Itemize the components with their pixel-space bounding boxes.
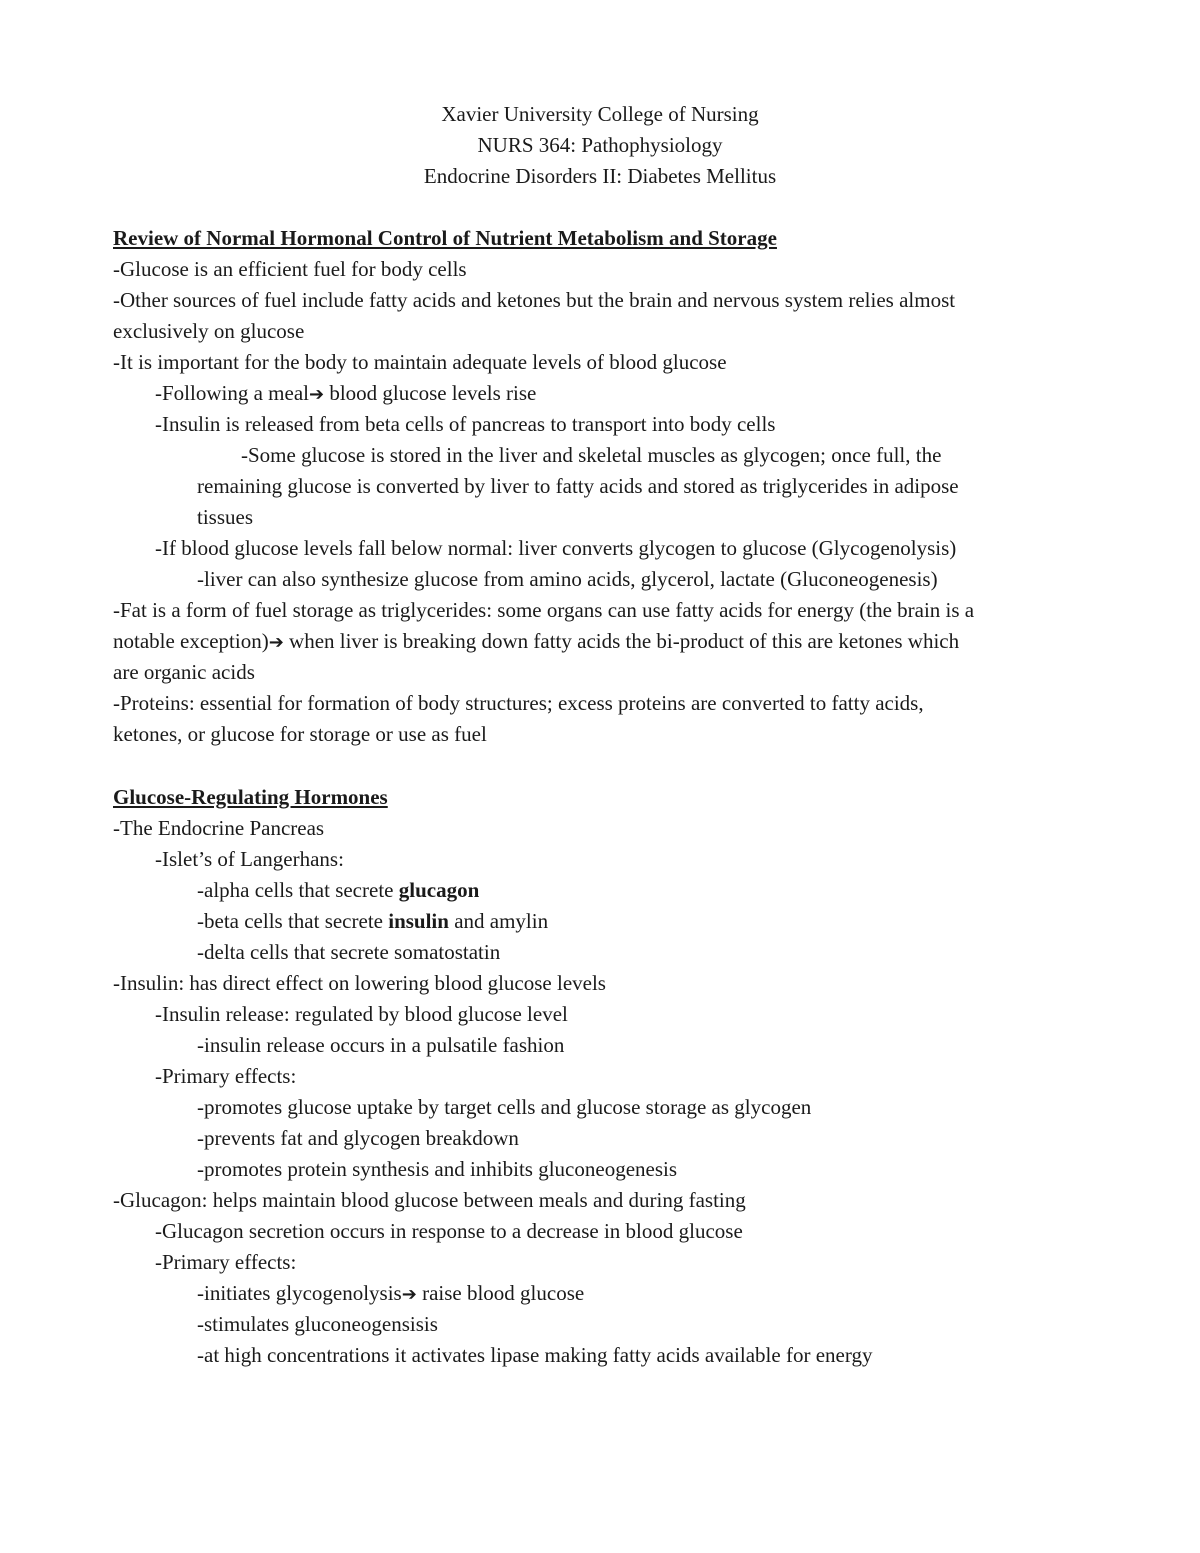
- text-line: [197, 1278, 584, 1310]
- text-line: -Glucagon secretion occurs in response to a decrease in blood glucose: [155, 1219, 743, 1243]
- text-line: -Insulin: has direct effect on lowering blood glucose levels: [113, 971, 606, 995]
- topic-title: Endocrine Disorders II: Diabetes Mellitus: [423, 164, 777, 188]
- arrow-icon: ➔: [401, 1284, 417, 1305]
- text-line: [113, 626, 959, 658]
- text-line: remaining glucose is converted by liver to fatty acids and stored as triglycerides in adipose: [197, 474, 959, 498]
- text-line: -Glucagon: helps maintain blood glucose between meals and during fasting: [113, 1188, 746, 1212]
- text-line: [197, 906, 548, 937]
- text-fragment: -initiates glycogenolysis: [197, 1281, 402, 1305]
- course-title: NURS 364: Pathophysiology: [477, 133, 723, 157]
- text-fragment: -Following a meal: [155, 381, 309, 405]
- text-line: -Islet’s of Langerhans:: [155, 847, 344, 871]
- text-line: -The Endocrine Pancreas: [113, 816, 325, 840]
- text-line: -promotes protein synthesis and inhibits gluconeogenesis: [197, 1157, 678, 1181]
- text-line: ketones, or glucose for storage or use as fuel: [113, 722, 487, 746]
- text-line: [155, 378, 536, 410]
- text-line: are organic acids: [113, 660, 255, 684]
- text-line: -Insulin is released from beta cells of pancreas to transport into body cells: [155, 412, 776, 436]
- text-line: -Glucose is an efficient fuel for body cells: [113, 257, 467, 281]
- text-line: -Primary effects:: [155, 1250, 297, 1274]
- section2-heading: Glucose-Regulating Hormones: [113, 785, 388, 809]
- text-line: [197, 875, 479, 906]
- text-line: -Insulin release: regulated by blood glucose level: [155, 1002, 568, 1026]
- institution-title: Xavier University College of Nursing: [441, 102, 759, 126]
- text-line: -at high concentrations it activates lipase making fatty acids available for energy: [197, 1343, 873, 1367]
- text-fragment: -alpha cells that secrete: [197, 878, 399, 902]
- text-line: -It is important for the body to maintain adequate levels of blood glucose: [113, 350, 727, 374]
- text-line: -liver can also synthesize glucose from amino acids, glycerol, lactate (Gluconeogenesis): [197, 567, 938, 591]
- arrow-icon: ➔: [268, 632, 284, 653]
- text-fragment: blood glucose levels rise: [324, 381, 537, 405]
- text-line: -stimulates gluconeogensisis: [197, 1312, 438, 1336]
- text-line: -Other sources of fuel include fatty acids and ketones but the brain and nervous system relies almost: [113, 288, 956, 312]
- text-line: -Some glucose is stored in the liver and skeletal muscles as glycogen; once full, the: [241, 443, 942, 467]
- text-line: -prevents fat and glycogen breakdown: [197, 1126, 519, 1150]
- text-line: exclusively on glucose: [113, 319, 305, 343]
- text-line: -insulin release occurs in a pulsatile fashion: [197, 1033, 565, 1057]
- arrow-icon: ➔: [308, 384, 325, 405]
- bold-term: glucagon: [398, 878, 480, 902]
- text-fragment: and amylin: [448, 909, 549, 933]
- text-line: -Primary effects:: [155, 1064, 297, 1088]
- text-line: -Fat is a form of fuel storage as triglycerides: some organs can use fatty acids for energy (the brain is a: [113, 598, 975, 622]
- text-fragment: notable exception): [113, 629, 269, 653]
- text-line: -delta cells that secrete somatostatin: [197, 940, 501, 964]
- bold-term: insulin: [388, 909, 449, 933]
- text-line: tissues: [197, 505, 254, 529]
- text-line: -promotes glucose uptake by target cells and glucose storage as glycogen: [197, 1095, 812, 1119]
- text-fragment: raise blood glucose: [416, 1281, 585, 1305]
- text-line: -If blood glucose levels fall below normal: liver converts glycogen to glucose (Glycogenolysis): [155, 536, 957, 560]
- text-fragment: -beta cells that secrete: [197, 909, 389, 933]
- text-fragment: when liver is breaking down fatty acids the bi-product of this are ketones which: [283, 629, 960, 653]
- section1-heading: Review of Normal Hormonal Control of Nutrient Metabolism and Storage: [113, 226, 777, 250]
- text-line: -Proteins: essential for formation of body structures; excess proteins are converted to fatty acids,: [113, 691, 924, 715]
